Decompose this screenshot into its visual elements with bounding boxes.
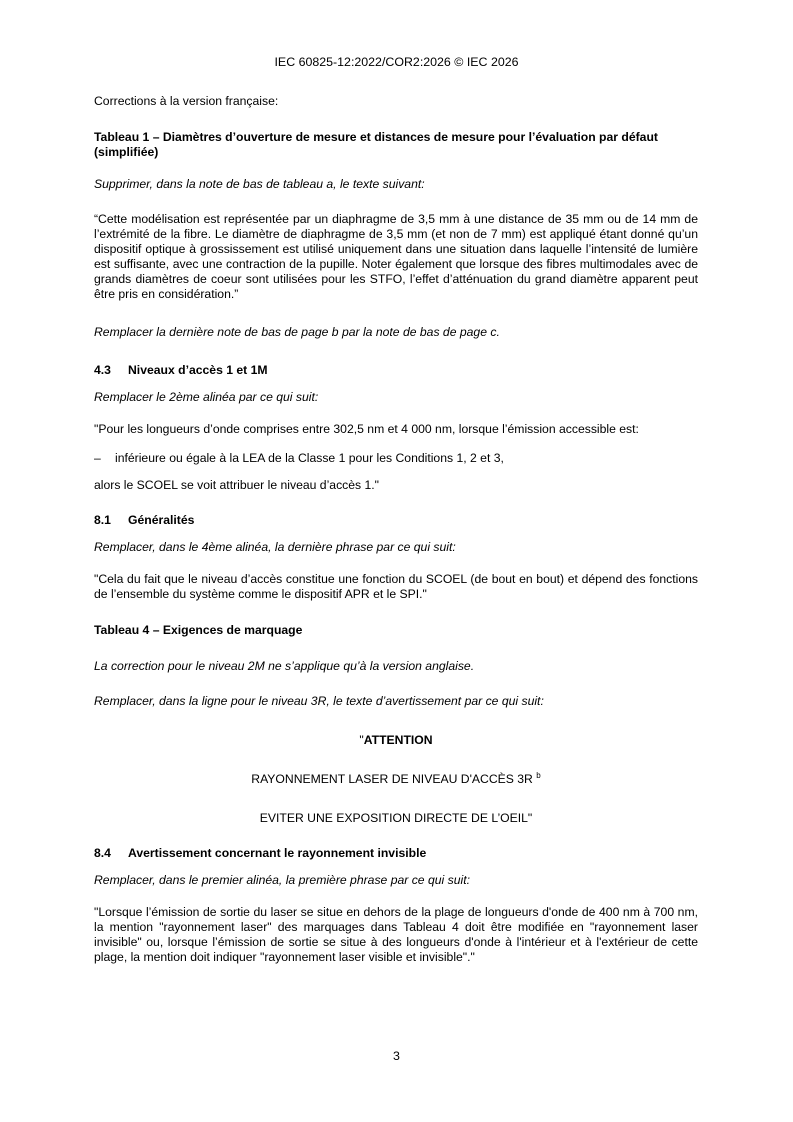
warning-open-quote: " bbox=[359, 733, 364, 747]
warning-line-1 bbox=[94, 733, 698, 748]
section-8-1-para: "Cela du fait que le niveau d’accès constitue une fonction du SCOEL (de bout en bout) et dépend des fonctions de l’ensemble du système comme le dispositif APR et le SPI." bbox=[94, 572, 698, 601]
table1-title: Tableau 1 – Diamètres d’ouverture de mesure et distances de mesure pour l’évaluation par défaut (simplifiée) bbox=[94, 130, 658, 159]
section-4-3-list-item bbox=[94, 451, 698, 465]
table4-instruction: Remplacer, dans la ligne pour le niveau 3R, le texte d’avertissement par ce qui suit: bbox=[94, 694, 544, 708]
table4-title: Tableau 4 – Exigences de marquage bbox=[94, 623, 303, 637]
warning-attention: ATTENTION bbox=[363, 733, 433, 747]
page-number: 3 bbox=[393, 1049, 400, 1063]
section-8-4-title: Avertissement concernant le rayonnement invisible bbox=[128, 846, 427, 860]
section-4-3-heading bbox=[94, 363, 698, 378]
section-8-4-heading bbox=[94, 846, 698, 861]
page-header: IEC 60825-12:2022/COR2:2026 © IEC 2026 bbox=[274, 55, 519, 69]
page-content bbox=[94, 94, 698, 965]
warning-line-2-text: RAYONNEMENT LASER DE NIVEAU D'ACCÈS 3R bbox=[251, 772, 533, 786]
warning-line-2 bbox=[94, 772, 698, 787]
section-8-4-number: 8.4 bbox=[94, 846, 111, 860]
table1-instruction: Supprimer, dans la note de bas de tableau a, le texte suivant: bbox=[94, 177, 425, 191]
section-8-1-number: 8.1 bbox=[94, 513, 111, 527]
section-8-1-heading bbox=[94, 513, 698, 528]
section-4-3-title: Niveaux d’accès 1 et 1M bbox=[128, 363, 268, 377]
section-8-1-title: Généralités bbox=[128, 513, 195, 527]
section-8-4-instruction: Remplacer, dans le premier alinéa, la première phrase par ce qui suit: bbox=[94, 873, 470, 887]
list-item-text: inférieure ou égale à la LEA de la Classe 1 pour les Conditions 1, 2 et 3, bbox=[115, 451, 504, 465]
table1-instruction2: Remplacer la dernière note de bas de page b par la note de bas de page c. bbox=[94, 325, 500, 339]
section-8-4-para: "Lorsque l’émission de sortie du laser se situe en dehors de la plage de longueurs d'onde de 400 nm à 700 nm, la mention "rayonnement laser" des marquages dans Tableau 4 doit être modifiée en "rayonnement laser invisible" ou, lorsque l’émission de sortie se situe à des longueurs d'onde à l'intérieur et à l'extérieur de cette plage, la mention doit indiquer "rayonnement laser visible et invisible"." bbox=[94, 905, 698, 964]
table4-note: La correction pour le niveau 2M ne s’applique qu’à la version anglaise. bbox=[94, 659, 475, 673]
section-8-1-instruction: Remplacer, dans le 4ème alinéa, la dernière phrase par ce qui suit: bbox=[94, 540, 456, 554]
section-4-3-para2: alors le SCOEL se voit attribuer le niveau d’accès 1." bbox=[94, 478, 380, 492]
list-dash: – bbox=[94, 451, 101, 465]
warning-footnote-ref: b bbox=[536, 771, 541, 780]
warning-line-3: EVITER UNE EXPOSITION DIRECTE DE L’OEIL" bbox=[259, 811, 533, 825]
section-4-3-number: 4.3 bbox=[94, 363, 111, 377]
section-4-3-instruction: Remplacer le 2ème alinéa par ce qui suit: bbox=[94, 390, 319, 404]
intro-text: Corrections à la version française: bbox=[94, 94, 279, 108]
table1-quote: “Cette modélisation est représentée par un diaphragme de 3,5 mm à une distance de 35 mm ou de 14 mm de l’extrémité de la fibre. Le diamètre de diaphragme de 3,5 mm (et non de 7 mm) est appliqué étant donné qu’un dispositif optique à grossissement est utilisé uniquement dans une situation dans laquelle l’intensité de lumière est suffisante, avec une contraction de la pupille. Noter également que lorsque des fibres multimodales avec de grands diamètres de coeur sont utilisées pour les STFO, l’effet d’atténuation du grand diamètre apparent peut être pris en considération.” bbox=[94, 212, 698, 301]
section-4-3-para1: "Pour les longueurs d’onde comprises entre 302,5 nm et 4 000 nm, lorsque l’émission accessible est: bbox=[94, 422, 639, 436]
